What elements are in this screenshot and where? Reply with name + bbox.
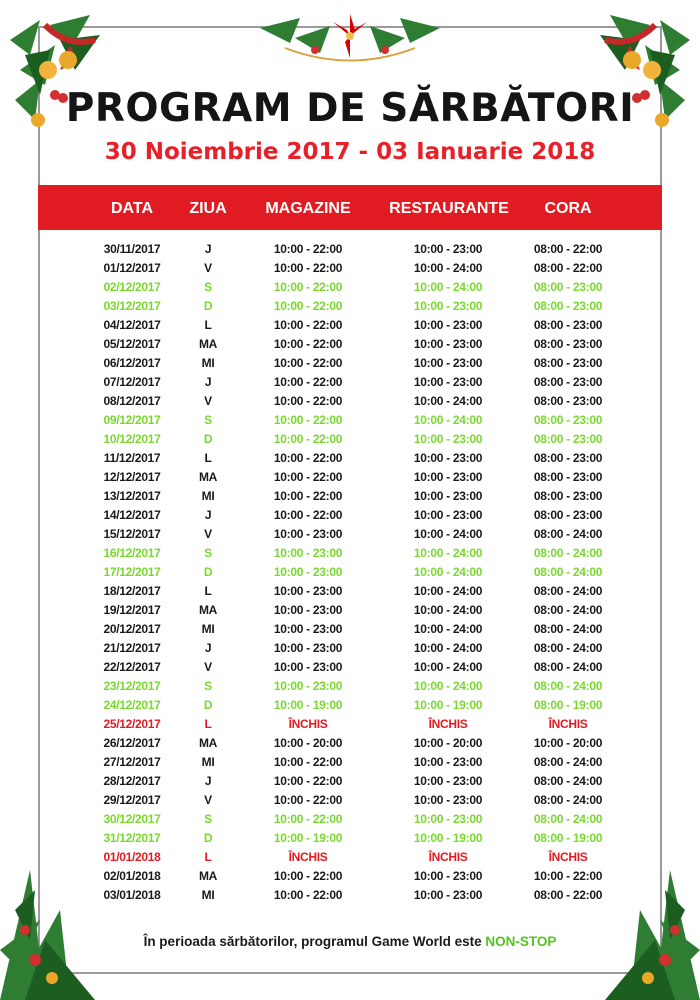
date-cell: 14/12/2017 — [103, 508, 161, 522]
date-cell: 08/12/2017 — [103, 394, 161, 408]
cora-hours-cell: 08:00 - 22:00 — [533, 888, 603, 902]
poinsettia-garland-icon — [255, 8, 445, 68]
table-row — [0, 487, 700, 506]
restaurants-hours-cell: 10:00 - 23:00 — [413, 755, 483, 769]
table-row — [0, 468, 700, 487]
cora-hours-cell: 08:00 - 23:00 — [533, 470, 603, 484]
table-row — [0, 354, 700, 373]
stores-hours-cell: 10:00 - 22:00 — [273, 242, 343, 256]
column-header-restaurants: RESTAURANTE — [389, 200, 509, 217]
restaurants-hours-cell: 10:00 - 24:00 — [413, 565, 483, 579]
table-row — [0, 392, 700, 411]
restaurants-hours-cell: 10:00 - 23:00 — [413, 508, 483, 522]
restaurants-hours-cell: 10:00 - 23:00 — [413, 242, 483, 256]
date-cell: 31/12/2017 — [103, 831, 161, 845]
table-row — [0, 620, 700, 639]
restaurants-hours-cell: 10:00 - 24:00 — [413, 660, 483, 674]
date-cell: 11/12/2017 — [103, 451, 161, 465]
page-subtitle: 30 Noiembrie 2017 - 03 Ianuarie 2018 — [104, 139, 596, 165]
restaurants-hours-cell: 10:00 - 24:00 — [413, 394, 483, 408]
table-row — [0, 810, 700, 829]
restaurants-hours-cell: 10:00 - 23:00 — [413, 793, 483, 807]
stores-hours-cell: 10:00 - 20:00 — [273, 736, 343, 750]
restaurants-hours-cell: 10:00 - 23:00 — [413, 470, 483, 484]
cora-hours-cell: ÎNCHIS — [548, 717, 588, 731]
table-row — [0, 867, 700, 886]
day-cell: J — [204, 375, 212, 389]
date-cell: 17/12/2017 — [103, 565, 161, 579]
restaurants-hours-cell: 10:00 - 24:00 — [413, 679, 483, 693]
table-row — [0, 297, 700, 316]
restaurants-hours-cell: 10:00 - 19:00 — [413, 831, 483, 845]
table-row — [0, 791, 700, 810]
stores-hours-cell: ÎNCHIS — [288, 717, 328, 731]
restaurants-hours-cell: ÎNCHIS — [428, 850, 468, 864]
table-row — [0, 544, 700, 563]
restaurants-hours-cell: 10:00 - 19:00 — [413, 698, 483, 712]
cora-hours-cell: 08:00 - 23:00 — [533, 356, 603, 370]
restaurants-hours-cell: 10:00 - 23:00 — [413, 432, 483, 446]
table-row — [0, 772, 700, 791]
cora-hours-cell: 10:00 - 20:00 — [533, 736, 603, 750]
stores-hours-cell: 10:00 - 22:00 — [273, 261, 343, 275]
date-cell: 05/12/2017 — [103, 337, 161, 351]
date-cell: 22/12/2017 — [103, 660, 161, 674]
day-cell: S — [204, 679, 212, 693]
table-row — [0, 658, 700, 677]
stores-hours-cell: 10:00 - 22:00 — [273, 508, 343, 522]
stores-hours-cell: 10:00 - 22:00 — [273, 337, 343, 351]
stores-hours-cell: 10:00 - 22:00 — [273, 812, 343, 826]
cora-hours-cell: 08:00 - 23:00 — [533, 299, 603, 313]
date-cell: 30/11/2017 — [103, 242, 161, 256]
table-header — [38, 185, 662, 230]
table-row — [0, 525, 700, 544]
stores-hours-cell: 10:00 - 23:00 — [273, 660, 343, 674]
cora-hours-cell: 08:00 - 24:00 — [533, 546, 603, 560]
date-cell: 28/12/2017 — [103, 774, 161, 788]
table-row — [0, 829, 700, 848]
column-header-date: DATA — [110, 200, 154, 217]
restaurants-hours-cell: 10:00 - 23:00 — [413, 812, 483, 826]
day-cell: V — [204, 394, 212, 408]
day-cell: J — [204, 641, 212, 655]
cora-hours-cell: 08:00 - 23:00 — [533, 413, 603, 427]
day-cell: S — [204, 812, 212, 826]
date-cell: 18/12/2017 — [103, 584, 161, 598]
stores-hours-cell: 10:00 - 22:00 — [273, 869, 343, 883]
table-row — [0, 886, 700, 905]
stores-hours-cell: 10:00 - 23:00 — [273, 565, 343, 579]
cora-hours-cell: 08:00 - 19:00 — [533, 831, 603, 845]
cora-hours-cell: 08:00 - 23:00 — [533, 280, 603, 294]
date-cell: 03/12/2017 — [103, 299, 161, 313]
restaurants-hours-cell: 10:00 - 24:00 — [413, 622, 483, 636]
table-row — [0, 715, 700, 734]
table-row — [0, 411, 700, 430]
day-cell: D — [203, 698, 213, 712]
restaurants-hours-cell: 10:00 - 24:00 — [413, 261, 483, 275]
date-cell: 07/12/2017 — [103, 375, 161, 389]
cora-hours-cell: 10:00 - 22:00 — [533, 869, 603, 883]
date-cell: 23/12/2017 — [103, 679, 161, 693]
table-row — [0, 430, 700, 449]
date-cell: 21/12/2017 — [103, 641, 161, 655]
day-cell: S — [204, 546, 212, 560]
stores-hours-cell: 10:00 - 22:00 — [273, 280, 343, 294]
restaurants-hours-cell: 10:00 - 24:00 — [413, 413, 483, 427]
date-cell: 30/12/2017 — [103, 812, 161, 826]
stores-hours-cell: 10:00 - 22:00 — [273, 356, 343, 370]
date-cell: 02/01/2018 — [103, 869, 161, 883]
column-header-stores: MAGAZINE — [265, 200, 351, 217]
table-row — [0, 506, 700, 525]
day-cell: L — [204, 717, 212, 731]
stores-hours-cell: 10:00 - 23:00 — [273, 641, 343, 655]
stores-hours-cell: 10:00 - 22:00 — [273, 451, 343, 465]
cora-hours-cell: 08:00 - 24:00 — [533, 584, 603, 598]
cora-hours-cell: 08:00 - 24:00 — [533, 812, 603, 826]
table-row — [0, 240, 700, 259]
cora-hours-cell: 08:00 - 24:00 — [533, 660, 603, 674]
restaurants-hours-cell: 10:00 - 23:00 — [413, 489, 483, 503]
table-row — [0, 316, 700, 335]
stores-hours-cell: 10:00 - 23:00 — [273, 584, 343, 598]
column-header-day: ZIUA — [189, 200, 227, 217]
cora-hours-cell: 08:00 - 24:00 — [533, 527, 603, 541]
cora-hours-cell: 08:00 - 24:00 — [533, 622, 603, 636]
stores-hours-cell: 10:00 - 22:00 — [273, 774, 343, 788]
restaurants-hours-cell: 10:00 - 23:00 — [413, 888, 483, 902]
date-cell: 24/12/2017 — [103, 698, 161, 712]
day-cell: S — [204, 280, 212, 294]
restaurants-hours-cell: 10:00 - 24:00 — [413, 603, 483, 617]
cora-hours-cell: 08:00 - 24:00 — [533, 565, 603, 579]
cora-hours-cell: 08:00 - 23:00 — [533, 489, 603, 503]
day-cell: J — [204, 774, 212, 788]
restaurants-hours-cell: 10:00 - 24:00 — [413, 641, 483, 655]
table-row — [0, 677, 700, 696]
schedule-table — [0, 240, 700, 905]
restaurants-hours-cell: 10:00 - 23:00 — [413, 869, 483, 883]
stores-hours-cell: 10:00 - 22:00 — [273, 318, 343, 332]
cora-hours-cell: ÎNCHIS — [548, 850, 588, 864]
restaurants-hours-cell: 10:00 - 24:00 — [413, 546, 483, 560]
footer-note — [0, 934, 700, 949]
stores-hours-cell: 10:00 - 22:00 — [273, 375, 343, 389]
date-cell: 27/12/2017 — [103, 755, 161, 769]
day-cell: D — [203, 299, 213, 313]
day-cell: V — [204, 527, 212, 541]
date-cell: 12/12/2017 — [103, 470, 161, 484]
day-cell: MI — [201, 622, 215, 636]
day-cell: MI — [201, 356, 215, 370]
restaurants-hours-cell: ÎNCHIS — [428, 717, 468, 731]
cora-hours-cell: 08:00 - 23:00 — [533, 337, 603, 351]
stores-hours-cell: ÎNCHIS — [288, 850, 328, 864]
day-cell: V — [204, 793, 212, 807]
table-row — [0, 848, 700, 867]
cora-hours-cell: 08:00 - 22:00 — [533, 261, 603, 275]
restaurants-hours-cell: 10:00 - 23:00 — [413, 451, 483, 465]
restaurants-hours-cell: 10:00 - 23:00 — [413, 299, 483, 313]
table-row — [0, 563, 700, 582]
table-row — [0, 734, 700, 753]
cora-hours-cell: 08:00 - 23:00 — [533, 394, 603, 408]
day-cell: MA — [198, 869, 218, 883]
day-cell: MI — [201, 755, 215, 769]
stores-hours-cell: 10:00 - 23:00 — [273, 546, 343, 560]
stores-hours-cell: 10:00 - 22:00 — [273, 793, 343, 807]
stores-hours-cell: 10:00 - 23:00 — [273, 679, 343, 693]
table-row — [0, 335, 700, 354]
cora-hours-cell: 08:00 - 24:00 — [533, 774, 603, 788]
day-cell: S — [204, 413, 212, 427]
table-row — [0, 259, 700, 278]
cora-hours-cell: 08:00 - 23:00 — [533, 451, 603, 465]
stores-hours-cell: 10:00 - 22:00 — [273, 470, 343, 484]
cora-hours-cell: 08:00 - 23:00 — [533, 508, 603, 522]
cora-hours-cell: 08:00 - 22:00 — [533, 242, 603, 256]
restaurants-hours-cell: 10:00 - 23:00 — [413, 318, 483, 332]
table-row — [0, 373, 700, 392]
day-cell: MA — [198, 603, 218, 617]
day-cell: D — [203, 565, 213, 579]
date-cell: 01/01/2018 — [103, 850, 161, 864]
day-cell: V — [204, 261, 212, 275]
restaurants-hours-cell: 10:00 - 24:00 — [413, 584, 483, 598]
day-cell: L — [204, 318, 212, 332]
table-row — [0, 639, 700, 658]
date-cell: 20/12/2017 — [103, 622, 161, 636]
table-row — [0, 582, 700, 601]
stores-hours-cell: 10:00 - 23:00 — [273, 603, 343, 617]
stores-hours-cell: 10:00 - 19:00 — [273, 698, 343, 712]
day-cell: J — [204, 242, 212, 256]
cora-hours-cell: 08:00 - 19:00 — [533, 698, 603, 712]
page-title: PROGRAM DE SĂRBĂTORI — [65, 86, 635, 131]
stores-hours-cell: 10:00 - 22:00 — [273, 489, 343, 503]
cora-hours-cell: 08:00 - 24:00 — [533, 679, 603, 693]
date-cell: 19/12/2017 — [103, 603, 161, 617]
date-cell: 02/12/2017 — [103, 280, 161, 294]
stores-hours-cell: 10:00 - 22:00 — [273, 888, 343, 902]
day-cell: MA — [198, 337, 218, 351]
day-cell: L — [204, 451, 212, 465]
stores-hours-cell: 10:00 - 22:00 — [273, 432, 343, 446]
date-cell: 15/12/2017 — [103, 527, 161, 541]
date-cell: 25/12/2017 — [103, 717, 161, 731]
restaurants-hours-cell: 10:00 - 23:00 — [413, 375, 483, 389]
date-cell: 26/12/2017 — [103, 736, 161, 750]
stores-hours-cell: 10:00 - 22:00 — [273, 394, 343, 408]
restaurants-hours-cell: 10:00 - 20:00 — [413, 736, 483, 750]
table-row — [0, 278, 700, 297]
day-cell: V — [204, 660, 212, 674]
cora-hours-cell: 08:00 - 24:00 — [533, 603, 603, 617]
restaurants-hours-cell: 10:00 - 23:00 — [413, 774, 483, 788]
stores-hours-cell: 10:00 - 19:00 — [273, 831, 343, 845]
date-cell: 13/12/2017 — [103, 489, 161, 503]
day-cell: D — [203, 432, 213, 446]
date-cell: 29/12/2017 — [103, 793, 161, 807]
column-header-cora: CORA — [544, 200, 592, 217]
restaurants-hours-cell: 10:00 - 24:00 — [413, 280, 483, 294]
date-cell: 03/01/2018 — [103, 888, 161, 902]
cora-hours-cell: 08:00 - 24:00 — [533, 641, 603, 655]
day-cell: MI — [201, 888, 215, 902]
footer-text: În perioada sărbătorilor, programul Game World este — [143, 934, 486, 949]
day-cell: L — [204, 584, 212, 598]
day-cell: MI — [201, 489, 215, 503]
table-row — [0, 696, 700, 715]
non-stop-label: NON-STOP — [485, 934, 557, 949]
cora-hours-cell: 08:00 - 24:00 — [533, 755, 603, 769]
stores-hours-cell: 10:00 - 22:00 — [273, 755, 343, 769]
stores-hours-cell: 10:00 - 22:00 — [273, 299, 343, 313]
stores-hours-cell: 10:00 - 23:00 — [273, 527, 343, 541]
date-cell: 04/12/2017 — [103, 318, 161, 332]
day-cell: MA — [198, 470, 218, 484]
day-cell: L — [204, 850, 212, 864]
date-cell: 10/12/2017 — [103, 432, 161, 446]
day-cell: D — [203, 831, 213, 845]
date-cell: 06/12/2017 — [103, 356, 161, 370]
date-cell: 01/12/2017 — [103, 261, 161, 275]
date-cell: 16/12/2017 — [103, 546, 161, 560]
restaurants-hours-cell: 10:00 - 24:00 — [413, 527, 483, 541]
cora-hours-cell: 08:00 - 23:00 — [533, 432, 603, 446]
table-row — [0, 601, 700, 620]
restaurants-hours-cell: 10:00 - 23:00 — [413, 337, 483, 351]
day-cell: MA — [198, 736, 218, 750]
cora-hours-cell: 08:00 - 23:00 — [533, 375, 603, 389]
cora-hours-cell: 08:00 - 24:00 — [533, 793, 603, 807]
cora-hours-cell: 08:00 - 23:00 — [533, 318, 603, 332]
stores-hours-cell: 10:00 - 23:00 — [273, 622, 343, 636]
table-row — [0, 753, 700, 772]
day-cell: J — [204, 508, 212, 522]
date-cell: 09/12/2017 — [103, 413, 161, 427]
restaurants-hours-cell: 10:00 - 23:00 — [413, 356, 483, 370]
table-row — [0, 449, 700, 468]
stores-hours-cell: 10:00 - 22:00 — [273, 413, 343, 427]
